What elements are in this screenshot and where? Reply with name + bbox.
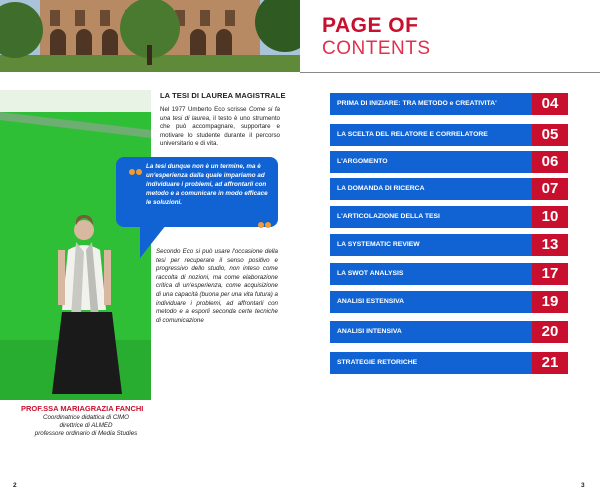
courtyard-photo: [0, 0, 300, 72]
toc-item-label: PRIMA DI INIZIARE: TRA METODO e CREATIVITA': [330, 93, 534, 115]
toc-item[interactable]: [330, 93, 568, 115]
page-title-line2: CONTENTS: [322, 38, 431, 59]
toc-item-page: 10: [532, 206, 568, 228]
quote-close-dots: [258, 215, 272, 233]
person-role: Coordinatrice didattica di CIMO direttrice di ALMED professore ordinario di Media Studies: [34, 414, 138, 437]
toc-item[interactable]: [330, 263, 568, 285]
toc-item-page: 06: [532, 151, 568, 173]
toc-item-page: 21: [532, 352, 568, 374]
toc-item-page: 20: [532, 321, 568, 343]
portrait-photo: [0, 90, 151, 400]
toc-item-page: 04: [532, 93, 568, 115]
page-number-left: 2: [13, 482, 17, 489]
toc-item-label: L'ARGOMENTO: [330, 151, 536, 173]
toc-item-label: LA SYSTEMATIC REVIEW: [330, 234, 534, 256]
toc-item-label: LA DOMANDA DI RICERCA: [330, 178, 533, 200]
intro-paragraph: Nel 1977 Umberto Eco scrisse Come si fa una tesi di laurea, il testo è uno strumento che può accompagnare, supportare e motivare lo studente durante il percorso universitario e di vita.: [160, 106, 280, 147]
toc-item-label: LA SCELTA DEL RELATORE E CORRELATORE: [330, 124, 540, 146]
toc-item-label: ANALISI INTENSIVA: [330, 321, 536, 343]
toc-item-label: L'ARTICOLAZIONE DELLA TESI: [330, 206, 536, 228]
toc-item-page: 19: [532, 291, 568, 313]
page-title-line1: PAGE OF: [322, 14, 419, 37]
toc-item-label: STRATEGIE RETORICHE: [330, 352, 534, 374]
title-divider: [300, 72, 600, 73]
toc-item-page: 13: [532, 234, 568, 256]
toc-item[interactable]: [330, 234, 568, 256]
toc-item-label: LA SWOT ANALYSIS: [330, 263, 536, 285]
toc-item[interactable]: [330, 124, 568, 146]
body-paragraph: Secondo Eco si può usare l'occasione della tesi per recuperare il senso positivo e progressivo dello studio, non inteso come raccolta di nozioni, ma come elaborazione critica di un'esperienza, come acquisizione di una capacità (buona per una vita futura) a individuare i problemi, ad affrontarli con metodo e a esporli seconda certe tecniche di comunicazione: [156, 248, 278, 324]
toc-item-label: ANALISI ESTENSIVA: [330, 291, 536, 313]
toc-item[interactable]: [330, 151, 568, 173]
toc-item-page: 05: [532, 124, 568, 146]
section-title: LA TESI DI LAUREA MAGISTRALE: [160, 91, 286, 100]
toc-item[interactable]: [330, 321, 568, 343]
book-title: Come si fa una tesi di laurea: [160, 106, 280, 122]
toc-item[interactable]: [330, 206, 568, 228]
toc-item-page: 17: [532, 263, 568, 285]
toc-item-page: 07: [532, 178, 568, 200]
quote-text: La tesi dunque non è un termine, ma è un'esperienza dalla quale impariamo ad individuare i problemi, ad affrontarli con metodo e a comunicare in modo efficace le soluzioni.: [146, 163, 268, 206]
quote-open-dots: [129, 162, 143, 180]
person-name: PROF.SSA MARIAGRAZIA FANCHI: [21, 404, 144, 413]
toc-item[interactable]: [330, 352, 568, 374]
toc-item[interactable]: [330, 291, 568, 313]
page-number-right: 3: [581, 482, 585, 489]
toc-item[interactable]: [330, 178, 568, 200]
